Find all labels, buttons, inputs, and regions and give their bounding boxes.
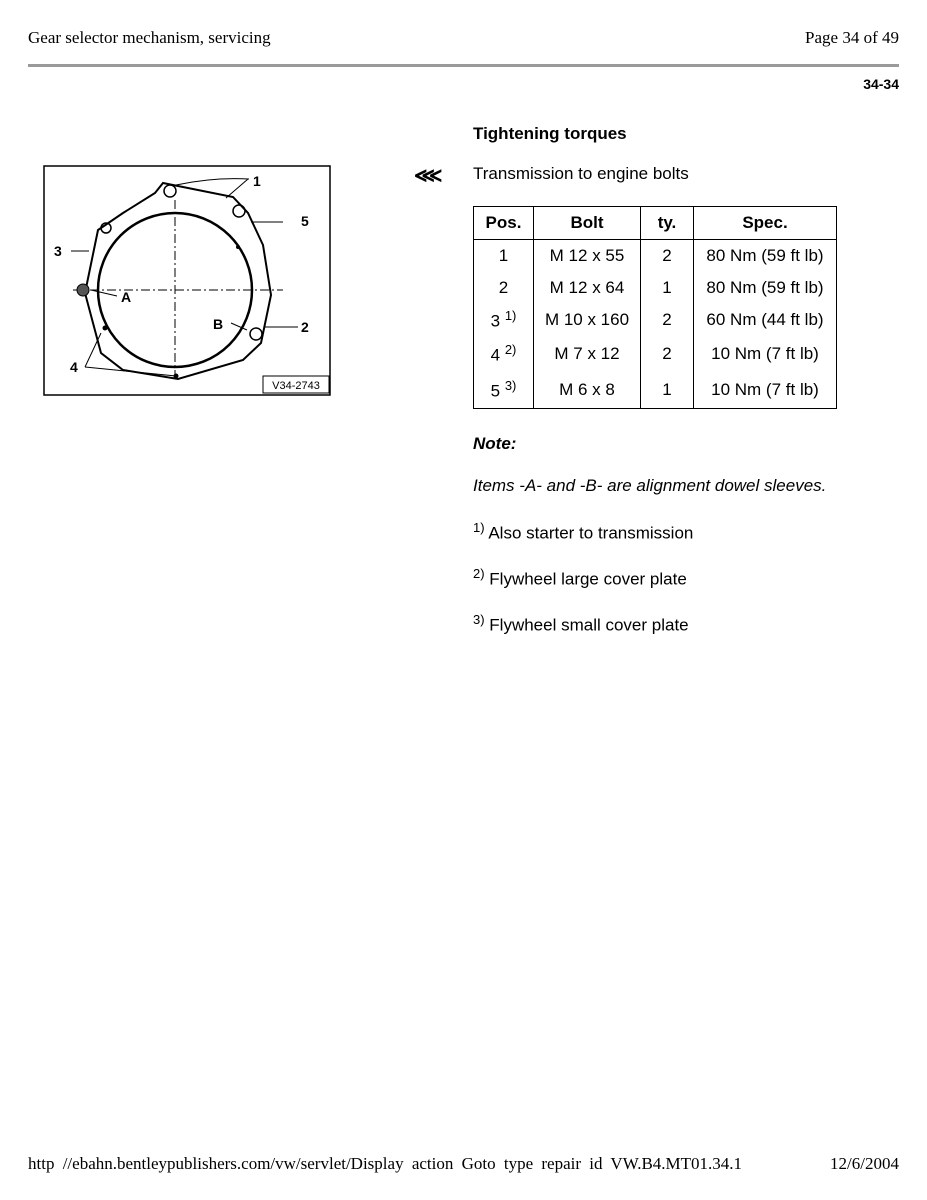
transmission-housing-diagram (43, 165, 331, 396)
label-3: 3 (54, 243, 62, 259)
table-row (474, 272, 837, 304)
torque-table (473, 206, 837, 409)
table-row (474, 240, 837, 273)
section-subheading: Transmission to engine bolts (473, 164, 689, 183)
cell-qty: 1 (641, 372, 694, 409)
label-5: 5 (301, 213, 309, 229)
pointer-arrow-left-icon: ⋘ (414, 165, 443, 187)
footer-url: http //ebahn.bentleypublishers.com/vw/servlet/Display action Goto type repair id VW.B4.MT01.34.1 (28, 1154, 743, 1173)
footer-date: 12/6/2004 (830, 1154, 899, 1173)
cell-pos: 1 (474, 240, 534, 273)
header-rule (28, 64, 899, 67)
cell-qty: 2 (641, 336, 694, 372)
note-text: Items -A- and -B- are alignment dowel sleeves. (473, 476, 827, 495)
cell-bolt: M 6 x 8 (534, 372, 641, 409)
footnote-ref: 1) (504, 308, 517, 324)
cell-pos: 5 $^{3)}$ (474, 372, 534, 409)
label-2: 2 (301, 319, 309, 335)
footnote-mark: 2) (473, 566, 485, 581)
footnote-text: Flywheel large cover plate (484, 569, 687, 589)
footnote-text: Flywheel small cover plate (484, 615, 689, 635)
cell-spec: 60 Nm (44 ft lb) (694, 304, 837, 336)
cell-pos: 2 (474, 272, 534, 304)
label-1: 1 (253, 173, 261, 189)
cell-spec: 10 Nm (7 ft lb) (694, 372, 837, 409)
note-title: Note: (473, 434, 517, 453)
bolt-hole-5 (236, 245, 240, 249)
cell-spec: 10 Nm (7 ft lb) (694, 336, 837, 372)
dowel-a (77, 284, 89, 296)
page-number: Page 34 of 49 (805, 28, 899, 47)
footnote-mark: 1) (473, 520, 485, 535)
cell-qty: 2 (641, 304, 694, 336)
footnote-2 (473, 566, 687, 590)
cell-bolt: M 12 x 55 (534, 240, 641, 273)
label-4: 4 (70, 359, 78, 375)
cell-bolt: M 10 x 160 (534, 304, 641, 336)
bolt-hole-4a (103, 326, 108, 331)
cell-spec: 80 Nm (59 ft lb) (694, 272, 837, 304)
col-header-pos: Pos. (474, 207, 534, 240)
footnote-ref: 3) (504, 378, 517, 394)
cell-pos: 4 $^{2)}$ (474, 336, 534, 372)
footnote-ref: 2) (504, 342, 517, 358)
cell-bolt: M 7 x 12 (534, 336, 641, 372)
footnote-1 (473, 520, 693, 544)
table-row (474, 336, 837, 372)
section-heading: Tightening torques (473, 124, 627, 143)
col-header-bolt: Bolt (534, 207, 641, 240)
col-header-qty: ty. (641, 207, 694, 240)
cell-qty: 2 (641, 240, 694, 273)
cell-qty: 1 (641, 272, 694, 304)
figure-code: V34-2743 (272, 380, 320, 392)
cell-pos: 3 $^{1)}$ (474, 304, 534, 336)
page-code: 34-34 (863, 76, 899, 92)
footnote-text: Also starter to transmission (484, 523, 694, 543)
table-row (474, 304, 837, 336)
label-b: B (213, 316, 224, 332)
cell-spec: 80 Nm (59 ft lb) (694, 240, 837, 273)
col-header-spec: Spec. (694, 207, 837, 240)
footnote-3 (473, 612, 689, 636)
footnote-mark: 3) (473, 612, 485, 627)
header-title: Gear selector mechanism, servicing (28, 28, 271, 47)
cell-bolt: M 12 x 64 (534, 272, 641, 304)
table-header-row (474, 207, 837, 240)
label-a: A (121, 289, 132, 305)
table-row (474, 372, 837, 409)
